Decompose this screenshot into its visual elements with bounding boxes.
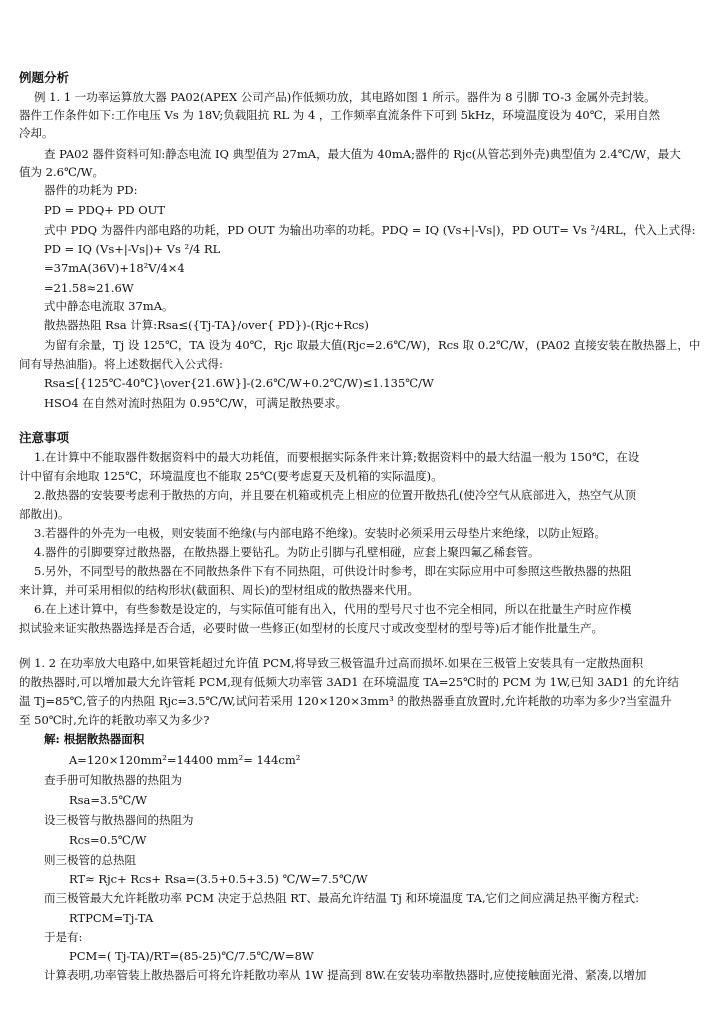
text-line: 散热器热阻 Rsa 计算:Rsa≤({Tj-TA}/over{ PD})-(Rjc+Rcs) bbox=[44, 318, 369, 332]
text-line: 解: 根据散热器面积 bbox=[44, 732, 145, 746]
text-line: 3.若器件的外壳为一电极，则安装面不绝缘(与内部电路不绝缘)。安装时必须采用云母垫片来绝缘，以防止短路。 bbox=[34, 526, 606, 540]
text-line: PCM=( Tj-TA)/RT=(85-25)℃/7.5℃/W=8W bbox=[69, 949, 314, 963]
text-line: 计算表明,功率管装上散热器后可将允许耗散功率从 1W 提高到 8W.在安装功率散热器时,应使接触面光滑、紧凑,以增加 bbox=[44, 968, 647, 982]
text-line: 器件的功耗为 PD: bbox=[44, 183, 138, 197]
text-line: =37mA(36V)+18²V/4×4 bbox=[44, 261, 185, 275]
text-line: A=120×120mm²=14400 mm²= 144cm² bbox=[69, 753, 301, 767]
text-line: 6.在上述计算中，有些参数是设定的，与实际值可能有出入，代用的型号尺寸也不完全相同，所以在批量生产时应作模 bbox=[34, 602, 632, 616]
text-line: PD = PDQ+ PD OUT bbox=[44, 203, 165, 217]
text-line: 来计算，并可采用相似的结构形状(截面积、周长)的型材组成的散热器来代用。 bbox=[19, 583, 419, 597]
text-line: 温 Tj=85℃,管子的内热阻 Rjc=3.5℃/W,试问若采用 120×120×3mm³ 的散热器垂直放置时,允许耗散的功率为多少?当室温升 bbox=[19, 694, 672, 708]
text-line: 设三极管与散热器间的热阻为 bbox=[44, 813, 194, 827]
text-line: RT≈ Rjc+ Rcs+ Rsa=(3.5+0.5+3.5) ℃/W=7.5℃/W bbox=[69, 872, 368, 886]
text-line: 拟试验来证实散热器选择是否合适，必要时做一些修正(如型材的长度尺寸或改变型材的型号等)后才能作批量生产。 bbox=[19, 621, 603, 635]
text-line: Rsa=3.5℃/W bbox=[69, 793, 147, 807]
text-line: 值为 2.6℃/W。 bbox=[19, 165, 105, 179]
text-line: Rsa≤[{125℃-40℃}\over{21.6W}]-(2.6℃/W+0.2℃/W)≤1.135℃/W bbox=[44, 376, 434, 390]
text-line: 查手册可知散热器的热阻为 bbox=[44, 773, 182, 787]
text-line: 式中静态电流取 37mA。 bbox=[44, 299, 174, 313]
text-line: 则三极管的总热阻 bbox=[44, 853, 136, 867]
text-line: 4.器件的引脚要穿过散热器，在散热器上要钻孔。为防止引脚与孔壁相碰，应套上聚四氟乙稀套管。 bbox=[34, 545, 540, 559]
text-line: =21.58≈21.6W bbox=[44, 281, 134, 295]
text-line: PD = IQ (Vs+|-Vs|)+ Vs ²/4 RL bbox=[44, 242, 221, 256]
text-line: 间有导热油脂)。将上述数据代入公式得: bbox=[19, 357, 223, 371]
text-line: 计中留有余地取 125℃，环境温度也不能取 25℃(要考虑夏天及机箱的实际温度)。 bbox=[19, 469, 443, 483]
text-line: 冷却。 bbox=[19, 126, 54, 140]
text-line: 1.在计算中不能取器件数据资料中的最大功耗值，而要根据实际条件来计算;数据资料中的最大结温一般为 150℃，在设 bbox=[34, 450, 640, 464]
text-line: 为留有余量，Tj 设 125℃，TA 设为 40℃，Rjc 取最大值(Rjc=2.6℃/W)，Rcs 取 0.2℃/W，(PA02 直接安装在散热器上，中 bbox=[44, 338, 701, 352]
text-line: RTPCM=Tj-TA bbox=[69, 911, 154, 925]
text-line: 注意事项 bbox=[19, 430, 70, 445]
text-line: 5.另外，不同型号的散热器在不同散热条件下有不同热阻，可供设计时参考，即在实际应用中可参照这些散热器的热阻 bbox=[34, 564, 632, 578]
text-line: 的散热器时,可以增加最大允许管耗 PCM,现有低频大功率管 3AD1 在环境温度 TA=25℃时的 PCM 为 1W,已知 3AD1 的允许结 bbox=[19, 675, 679, 689]
text-line: 例 1. 1 一功率运算放大器 PA02(APEX 公司产品)作低频功放，其电路如图 1 所示。器件为 8 引脚 TO-3 金属外壳封装。 bbox=[34, 90, 656, 104]
text-line: 2.散热器的安装要考虑利于散热的方向，并且要在机箱或机壳上相应的位置开散热孔(使冷空气从底部进入，热空气从顶 bbox=[34, 488, 636, 502]
text-line: 于是有: bbox=[44, 930, 83, 944]
text-line: 例 1. 2 在功率放大电路中,如果管耗超过允许值 PCM,将导致三极管温升过高而损坏.如果在三极管上安装具有一定散热面积 bbox=[19, 656, 644, 670]
text-line: 式中 PDQ 为器件内部电路的功耗，PD OUT 为输出功率的功耗。PDQ = IQ (Vs+|-Vs|)，PD OUT= Vs ²/4RL，代入上式得: bbox=[44, 223, 696, 237]
text-line: 至 50℃时,允许的耗散功率又为多少? bbox=[19, 713, 210, 727]
text-line: 部散出)。 bbox=[19, 507, 70, 521]
text-line: 查 PA02 器件资料可知:静态电流 IQ 典型值为 27mA，最大值为 40mA;器件的 Rjc(从管芯到外壳)典型值为 2.4℃/W，最大 bbox=[44, 147, 681, 161]
text-line: 器件工作条件如下:工作电压 Vs 为 18V;负载阻抗 RL 为 4 ，工作频率直流条件下可到 5kHz，环境温度设为 40℃，采用自然 bbox=[19, 108, 661, 122]
text-line: HSO4 在自然对流时热阻为 0.95℃/W，可满足散热要求。 bbox=[44, 396, 348, 410]
text-line: 而三极管最大允许耗散功率 PCM 决定于总热阻 RT、最高允许结温 Tj 和环境温度 TA,它们之间应满足热平衡方程式: bbox=[44, 891, 639, 905]
text-line: Rcs=0.5℃/W bbox=[69, 833, 147, 847]
text-line: 例题分析 bbox=[19, 70, 70, 85]
